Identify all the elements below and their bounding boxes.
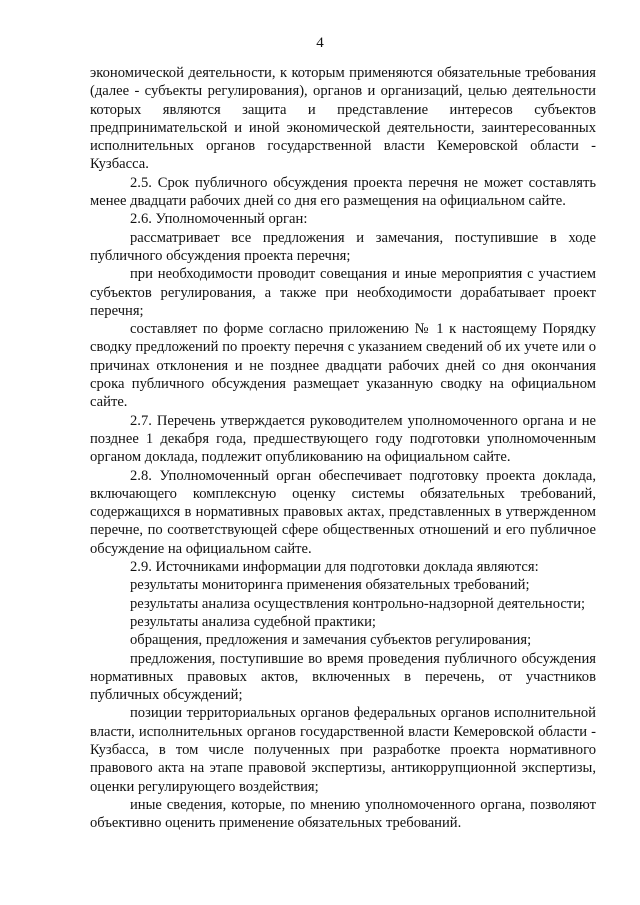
- paragraph-continuation: экономической деятельности, к которым применяются обязательные требования (далее - субъекты регулирования), органов и организаций, целью деятельности которых являются защита и представление интересов субъектов предпринимательской и иной экономической деятельности, заинтересованных исполнительных органов государственной власти Кемеровской области - Кузбасса.: [90, 65, 596, 173]
- paragraph-2-7: 2.7. Перечень утверждается руководителем уполномоченного органа и не позднее 1 декабря года, предшествующего году подготовки уполномоченным органом доклада, подлежит опубликованию на официальном сайте.: [90, 412, 596, 466]
- paragraph-2-9: 2.9. Источниками информации для подготовки доклада являются:: [130, 559, 539, 576]
- paragraph-2-8: 2.8. Уполномоченный орган обеспечивает подготовку проекта доклада, включающего комплексную оценку системы обязательных требований, содержащихся в нормативных правовых актах, представленных в утвержденном перечне, по соответствующей сфере общественных отношений и его публичное обсуждение на официальном сайте.: [90, 467, 596, 557]
- paragraph-2-5: 2.5. Срок публичного обсуждения проекта перечня не может составлять менее двадцати рабочих дней со дня его размещения на официальном сайте.: [90, 174, 596, 210]
- paragraph-2-9-item-4: обращения, предложения и замечания субъектов регулирования;: [130, 632, 532, 649]
- document-body: [90, 64, 596, 832]
- paragraph-2-6-item-3: составляет по форме согласно приложению № 1 к настоящему Порядку сводку предложений по проекту перечня с указанием сведений об их учете или о причинах отклонения и не позднее двадцати рабочих дней со дня окончания срока публичного обсуждения размещает указанную сводку на официальном сайте.: [90, 321, 596, 411]
- paragraph-2-9-item-7: иные сведения, которые, по мнению уполномоченного органа, позволяют объективно оценить применение обязательных требований.: [90, 796, 596, 832]
- paragraph-2-6: 2.6. Уполномоченный орган:: [130, 211, 308, 228]
- page-number: 4: [316, 35, 324, 51]
- paragraph-2-6-item-1: рассматривает все предложения и замечания, поступившие в ходе публичного обсуждения проекта перечня;: [90, 229, 596, 264]
- paragraph-2-6-item-2: при необходимости проводит совещания и иные мероприятия с участием субъектов регулирования, а также при необходимости дорабатывает проект перечня;: [90, 266, 596, 319]
- paragraph-2-9-item-6: позиции территориальных органов федеральных органов исполнительной власти, исполнительных органов государственной власти Кемеровской области - Кузбасса, в том числе полученных при разработке проекта нормативного правового акта на этапе правовой экспертизы, антикоррупционной экспертизы, оценки регулирующего воздействия;: [90, 705, 596, 795]
- paragraph-2-9-item-2: результаты анализа осуществления контрольно-надзорной деятельности;: [130, 595, 586, 612]
- paragraph-2-9-item-5: предложения, поступившие во время проведения публичного обсуждения нормативных правовых актов, включенных в перечень, от участников публичных обсуждений;: [90, 650, 596, 704]
- paragraph-2-9-item-1: результаты мониторинга применения обязательных требований;: [130, 577, 530, 594]
- paragraph-2-9-item-3: результаты анализа судебной практики;: [130, 613, 376, 630]
